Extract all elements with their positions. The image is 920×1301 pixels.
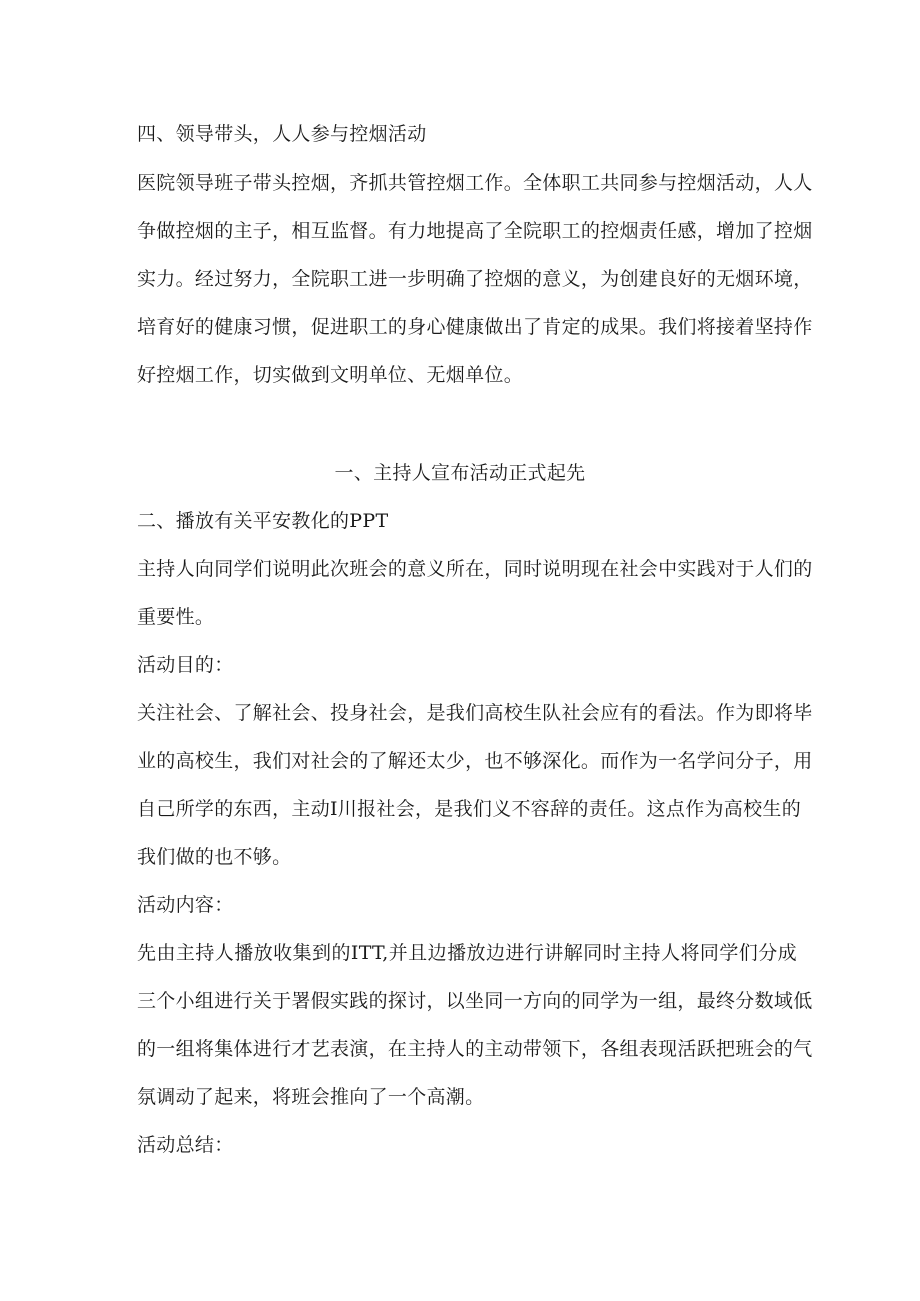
paragraph-line: 业的高校生，我们对社会的了解还太少，也不够深化。而作为一名学问分子，用	[137, 750, 813, 772]
paragraph-line: 主持人向同学们说明此次班会的意义所在，同时说明现在社会中实践对于人们的	[137, 558, 813, 580]
step-two-heading: 二、播放有关平安教化的PPT	[137, 510, 389, 532]
paragraph-line: 氛调动了起来，将班会推向了一个高潮。	[137, 1086, 485, 1108]
paragraph-line: 的一组将集体进行才艺表演，在主持人的主动带领下，各组表现活跃把班会的气	[137, 1038, 813, 1060]
summary-label: 活动总结：	[137, 1134, 234, 1156]
paragraph-line: 培育好的健康习惯，促进职工的身心健康做出了肯定的成果。我们将接着坚持作	[137, 316, 813, 338]
content-label: 活动内容：	[137, 894, 234, 916]
paragraph-line: 先由主持人播放收集到的ITT,并且边播放边进行讲解同时主持人将同学们分成	[137, 942, 797, 964]
paragraph-line: 争做控烟的主子，相互监督。有力地提高了全院职工的控烟责任感，增加了控烟	[137, 220, 813, 242]
step-one-heading: 一、主持人宣布活动正式起先	[334, 462, 586, 484]
paragraph-line: 三个小组进行关于署假实践的探讨，以坐同一方向的同学为一组，最终分数域低	[137, 990, 813, 1012]
paragraph-line: 我们做的也不够。	[137, 846, 292, 868]
paragraph-line: 自己所学的东西，主动I川报社会，是我们义不容辞的责任。这点作为高校生的	[137, 798, 802, 820]
paragraph-line: 重要性。	[137, 606, 215, 628]
paragraph-line: 好控烟工作，切实做到文明单位、无烟单位。	[137, 364, 524, 386]
purpose-label: 活动目的：	[137, 654, 234, 676]
paragraph-line: 实力。经过努力，全院职工进一步明确了控烟的意义，为创建良好的无烟环境，	[137, 268, 813, 290]
section-heading: 四、领导带头，人人参与控烟活动	[137, 123, 427, 145]
paragraph-line: 医院领导班子带头控烟，齐抓共管控烟工作。全体职工共同参与控烟活动，人人	[137, 172, 813, 194]
paragraph-line: 关注社会、了解社会、投身社会，是我们高校生队社会应有的看法。作为即将毕	[137, 702, 813, 724]
